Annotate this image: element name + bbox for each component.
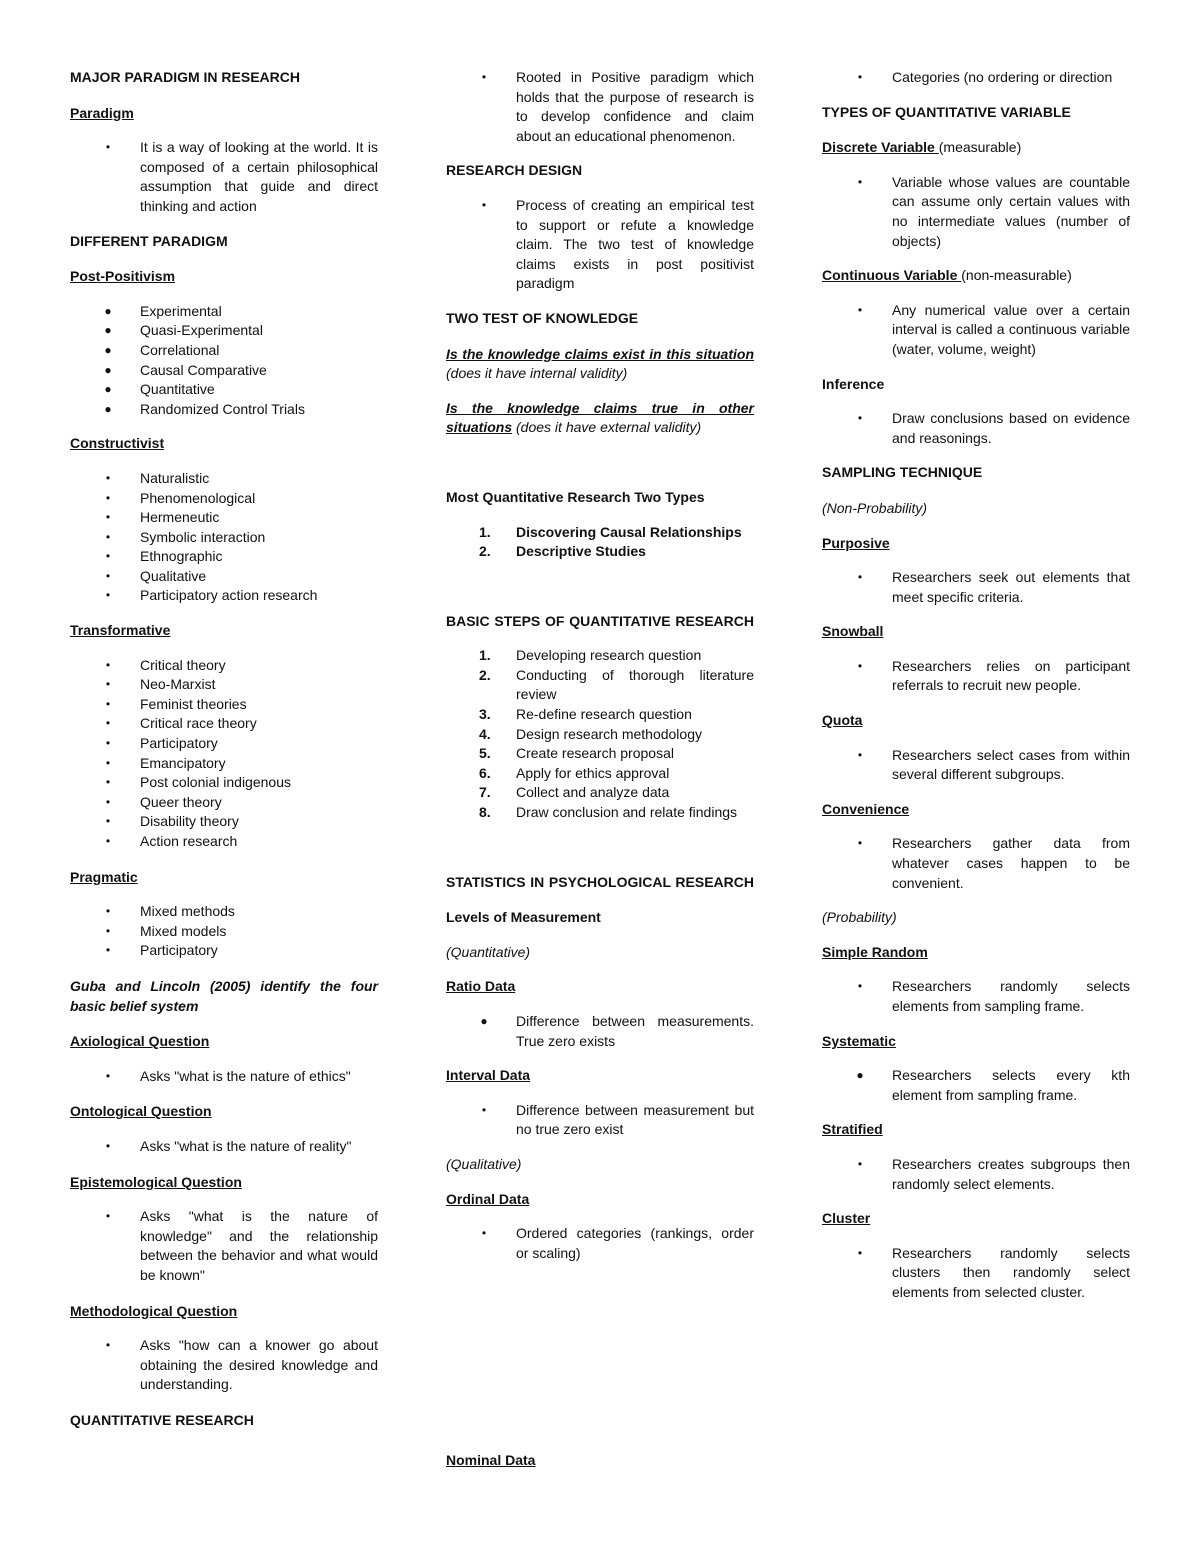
list-item-text: Researchers seek out elements that meet specific criteria. [892, 569, 1130, 605]
list-item [70, 489, 378, 509]
bullet-icon: • [857, 1156, 863, 1171]
list-item-text: Correlational [140, 341, 220, 358]
test-internal-question: Is the knowledge claims exist in this situation [446, 345, 754, 362]
list-transformative [70, 656, 378, 852]
list-item [70, 469, 378, 489]
list-item [446, 646, 754, 666]
list-pragmatic [70, 902, 378, 961]
list-discrete [822, 173, 1130, 251]
column-1 [70, 68, 378, 1430]
list-item-text: Critical race theory [140, 715, 257, 732]
list-item [822, 301, 1130, 360]
list-item [70, 754, 378, 774]
heading-sampling-technique: SAMPLING TECHNIQUE [822, 464, 983, 481]
list-two-types [446, 523, 754, 562]
list-item-text: Quantitative [140, 381, 215, 398]
heading-constructivist: Constructivist [70, 435, 165, 452]
list-item-text: Researchers gather data from whatever cases happen to be convenient. [892, 835, 1130, 891]
list-item-text: Mixed models [140, 922, 227, 939]
bullet-icon: • [481, 1102, 487, 1117]
heading-stratified: Stratified [822, 1121, 883, 1138]
list-item [446, 1224, 754, 1263]
bullet-icon: ● [104, 303, 112, 318]
continuous-variable-line [822, 266, 1130, 286]
list-number: 8. [479, 804, 491, 821]
list-item [70, 675, 378, 695]
list-item-text: Emancipatory [140, 754, 226, 771]
list-item [822, 834, 1130, 893]
bullet-icon: ● [104, 382, 112, 397]
list-item-text: Neo-Marxist [140, 676, 216, 693]
list-item-text: Phenomenological [140, 489, 256, 506]
list-item-text: Hermeneutic [140, 509, 220, 526]
heading-nominal-data: Nominal Data [446, 1452, 536, 1468]
list-item [70, 812, 378, 832]
list-item-text: Randomized Control Trials [140, 400, 305, 417]
bullet-icon: • [105, 943, 111, 958]
list-item-text: Difference between measurement but no true zero exist [516, 1101, 754, 1138]
bullet-icon: • [481, 70, 487, 84]
list-item [70, 1067, 378, 1087]
list-item-text: Process of creating an empirical test to support or refute a knowledge claim. The two test of knowledge claims exists in post positivist paradigm [516, 196, 754, 292]
bullet-icon: • [105, 677, 111, 692]
list-item-text: Action research [140, 833, 238, 849]
list-item-text: Rooted in Positive paradigm which holds that the purpose of research is to develop confidence and claim about an educational phenomenon. [516, 69, 754, 144]
heading-inference: Inference [822, 375, 885, 392]
list-item [70, 341, 378, 361]
list-number: 4. [479, 725, 491, 742]
list-number: 5. [479, 745, 491, 762]
list-item [822, 1155, 1130, 1194]
list-item-text: Queer theory [140, 793, 222, 810]
heading-cluster: Cluster [822, 1210, 871, 1227]
list-item-text: Mixed methods [140, 903, 235, 920]
list-number: 2. [479, 666, 491, 683]
heading-research-design: RESEARCH DESIGN [446, 162, 583, 179]
list-item-text: Ethnographic [140, 548, 223, 565]
heading-transformative: Transformative [70, 622, 171, 639]
list-item-text: Researchers randomly selects clusters then randomly select elements from selected cluster. [892, 1244, 1130, 1300]
list-item [446, 666, 754, 705]
list-item-text: Discovering Causal Relationships [516, 523, 742, 540]
heading-pragmatic: Pragmatic [70, 868, 138, 885]
list-item [70, 138, 378, 216]
list-item-text: Researchers selects every kth element from sampling frame. [892, 1067, 1130, 1103]
list-item [70, 508, 378, 528]
test-internal-note: (does it have internal validity) [446, 365, 628, 382]
list-item-text: Researchers randomly selects elements from sampling frame. [892, 978, 1130, 1014]
bullet-icon: • [105, 814, 111, 829]
list-rooted [446, 68, 754, 146]
list-item-text: Apply for ethics approval [516, 764, 670, 781]
list-item [70, 734, 378, 754]
list-item-text: Causal Comparative [140, 361, 267, 378]
list-item-text: Conducting of thorough literature review [516, 666, 754, 703]
list-interval-data [446, 1101, 754, 1140]
bullet-icon: • [105, 904, 111, 919]
list-item-text: Ordered categories (rankings, order or scaling) [516, 1225, 754, 1261]
heading-purposive: Purposive [822, 534, 890, 551]
list-item [70, 695, 378, 715]
bullet-icon: ● [856, 1068, 864, 1083]
bullet-icon: • [105, 470, 111, 485]
list-purposive [822, 568, 1130, 607]
list-research-design [446, 196, 754, 294]
bullet-icon: ● [104, 401, 112, 416]
list-snowball [822, 657, 1130, 696]
heading-axiological: Axiological Question [70, 1033, 210, 1050]
list-simple-random [822, 977, 1130, 1016]
bullet-icon: • [105, 755, 111, 770]
heading-basic-steps: BASIC STEPS OF QUANTITATIVE RESEARCH [446, 612, 754, 629]
list-item-text: Create research proposal [516, 745, 674, 762]
bullet-icon: • [857, 1245, 863, 1260]
discrete-variable-line [822, 138, 1130, 158]
list-item-text: Researchers select cases from within several different subgroups. [892, 746, 1130, 783]
list-epistemological [70, 1207, 378, 1285]
list-item-text: Asks "what is the nature of knowledge" and the relationship between the behavior and what would be known" [140, 1208, 378, 1283]
list-item-text: Researchers creates subgroups then randomly select elements. [892, 1155, 1130, 1192]
list-item [822, 657, 1130, 696]
bullet-icon: • [481, 197, 487, 212]
heading-post-positivism: Post-Positivism [70, 268, 176, 285]
list-methodological [70, 1336, 378, 1395]
bullet-icon: • [857, 411, 863, 426]
heading-types-variable: TYPES OF QUANTITATIVE VARIABLE [822, 103, 1071, 120]
list-item-text: It is a way of looking at the world. It is composed of a certain philosophical assumption that guide and direct thinking and action [140, 139, 378, 214]
list-item [70, 1336, 378, 1395]
test-external-note: (does it have external validity) [512, 419, 702, 436]
list-item-text: Feminist theories [140, 695, 247, 712]
bullet-icon: • [105, 794, 111, 809]
list-item-text: Asks "how can a knower go about obtaining the desired knowledge and understanding. [140, 1337, 378, 1393]
list-item [70, 902, 378, 922]
guba-lincoln-text: Guba and Lincoln (2005) identify the four basic belief system [70, 977, 378, 1014]
list-item [446, 725, 754, 745]
bullet-icon: • [857, 70, 863, 84]
bullet-icon: ● [104, 342, 112, 357]
list-item [446, 1012, 754, 1051]
bullet-icon: • [105, 736, 111, 751]
bullet-icon: • [105, 1338, 111, 1353]
list-item [70, 714, 378, 734]
list-number: 1. [479, 647, 491, 664]
list-item [446, 764, 754, 784]
heading-statistics: STATISTICS IN PSYCHOLOGICAL RESEARCH [446, 873, 754, 890]
list-item-text: Disability theory [140, 813, 239, 830]
bullet-icon: • [105, 140, 111, 155]
list-item-text: Symbolic interaction [140, 528, 266, 545]
column-3 [822, 68, 1130, 1303]
label-qualitative: (Qualitative) [446, 1155, 522, 1172]
list-item-text: Researchers relies on participant referrals to recruit new people. [892, 657, 1130, 694]
list-item [446, 744, 754, 764]
list-item-text: Participatory [140, 942, 218, 959]
bullet-icon: ● [480, 1014, 488, 1028]
list-systematic [822, 1066, 1130, 1105]
list-constructivist [70, 469, 378, 606]
heading-quota: Quota [822, 712, 863, 729]
list-item-text: Design research methodology [516, 725, 702, 742]
list-item-text: Asks "what is the nature of reality" [140, 1137, 352, 1154]
list-number: 3. [479, 706, 491, 723]
test-external-question: Is the knowledge claims true in other situations [446, 399, 754, 436]
list-item-text: Descriptive Studies [516, 543, 646, 560]
list-item [70, 832, 378, 852]
bullet-icon: ● [104, 323, 112, 338]
list-item-text: Participatory action research [140, 587, 318, 604]
bullet-icon: • [105, 716, 111, 731]
list-item [822, 1066, 1130, 1105]
list-item-text: Qualitative [140, 567, 207, 584]
heading-ratio-data: Ratio Data [446, 978, 516, 995]
heading-snowball: Snowball [822, 623, 884, 640]
list-item [70, 302, 378, 322]
heading-two-test: TWO TEST OF KNOWLEDGE [446, 309, 639, 326]
list-item [446, 1101, 754, 1140]
list-ontological [70, 1137, 378, 1157]
heading-epistemological: Epistemological Question [70, 1173, 242, 1190]
heading-discrete-variable: Discrete Variable [822, 139, 939, 156]
heading-quantitative-research: QUANTITATIVE RESEARCH [70, 1411, 254, 1428]
list-item [446, 803, 754, 823]
list-convenience [822, 834, 1130, 893]
discrete-note: (measurable) [938, 139, 1022, 156]
bullet-icon: • [105, 923, 111, 938]
list-item [446, 196, 754, 294]
heading-interval-data: Interval Data [446, 1067, 531, 1084]
list-item [446, 68, 754, 146]
list-item [446, 705, 754, 725]
list-item [70, 321, 378, 341]
list-item-text: Difference between measurements. True zero exists [516, 1013, 754, 1049]
label-probability: (Probability) [822, 909, 897, 926]
list-item [70, 567, 378, 587]
list-paradigm [70, 138, 378, 216]
list-inference [822, 409, 1130, 448]
list-ratio-data [446, 1012, 754, 1051]
bullet-icon: • [105, 657, 111, 672]
list-item-text: Developing research question [516, 647, 702, 664]
list-number: 6. [479, 764, 491, 781]
test-external-validity [446, 399, 754, 438]
list-item [446, 542, 754, 562]
bullet-icon: • [857, 174, 863, 189]
heading-ordinal-data: Ordinal Data [446, 1190, 530, 1207]
list-item-text: Collect and analyze data [516, 784, 670, 801]
heading-paradigm: Paradigm [70, 104, 134, 121]
list-item [70, 380, 378, 400]
bullet-icon: • [105, 1138, 111, 1153]
list-item [70, 922, 378, 942]
bullet-icon: • [857, 658, 863, 673]
heading-simple-random: Simple Random [822, 943, 928, 960]
list-number: 1. [479, 523, 491, 540]
heading-levels-of-measurement: Levels of Measurement [446, 909, 601, 926]
list-item [70, 1207, 378, 1285]
bullet-icon: • [105, 568, 111, 583]
bullet-icon: • [481, 1226, 487, 1241]
list-item-text: Re-define research question [516, 706, 692, 723]
bullet-icon: • [105, 1068, 111, 1083]
document-title: MAJOR PARADIGM IN RESEARCH [70, 69, 300, 85]
bullet-icon: • [105, 588, 111, 603]
list-item-text: Categories (no ordering or direction [892, 69, 1113, 85]
bullet-icon: ● [104, 362, 112, 377]
list-number: 7. [479, 784, 491, 801]
list-item [822, 746, 1130, 785]
list-item [822, 68, 1130, 88]
list-item-text: Participatory [140, 735, 218, 752]
label-quantitative: (Quantitative) [446, 943, 531, 960]
list-ordinal-data [446, 1224, 754, 1263]
heading-most-quantitative: Most Quantitative Research Two Types [446, 488, 705, 505]
list-post-positivism [70, 302, 378, 420]
list-item [70, 793, 378, 813]
list-quota [822, 746, 1130, 785]
list-item [70, 547, 378, 567]
list-item [70, 400, 378, 420]
list-item-text: Critical theory [140, 656, 226, 673]
list-stratified [822, 1155, 1130, 1194]
bullet-icon: • [105, 696, 111, 711]
list-item-text: Quasi-Experimental [140, 322, 263, 339]
list-basic-steps [446, 646, 754, 822]
list-item [70, 528, 378, 548]
heading-convenience: Convenience [822, 800, 910, 817]
list-number: 2. [479, 543, 491, 560]
list-axiological [70, 1067, 378, 1087]
list-item-text: Draw conclusions based on evidence and reasonings. [892, 410, 1130, 446]
list-item-text: Asks "what is the nature of ethics" [140, 1067, 351, 1084]
bullet-icon: • [105, 510, 111, 525]
bullet-icon: • [105, 529, 111, 544]
list-item [446, 523, 754, 543]
bullet-icon: • [857, 979, 863, 994]
heading-different-paradigm: DIFFERENT PARADIGM [70, 232, 228, 249]
heading-systematic: Systematic [822, 1032, 896, 1049]
bullet-icon: • [105, 775, 111, 790]
list-item [446, 783, 754, 803]
bullet-icon: • [857, 570, 863, 585]
list-item-text: Post colonial indigenous [140, 774, 291, 791]
bullet-icon: • [857, 836, 863, 851]
list-item-text: Naturalistic [140, 469, 210, 486]
list-item-text: Draw conclusion and relate findings [516, 804, 738, 821]
list-item-text: Experimental [140, 302, 222, 319]
test-internal-validity [446, 345, 754, 384]
label-non-probability: (Non-Probability) [822, 499, 928, 516]
list-item [70, 656, 378, 676]
column-2 [446, 68, 754, 1263]
list-item [822, 1244, 1130, 1303]
bullet-icon: • [857, 302, 863, 317]
bullet-icon: • [105, 834, 111, 848]
bullet-icon: • [105, 1209, 111, 1224]
heading-ontological: Ontological Question [70, 1103, 212, 1120]
list-item-text: Any numerical value over a certain interval is called a continuous variable (water, volume, weight) [892, 301, 1130, 357]
list-item [822, 409, 1130, 448]
list-cluster [822, 1244, 1130, 1303]
bullet-icon: • [857, 747, 863, 762]
list-item [822, 173, 1130, 251]
list-item [70, 1137, 378, 1157]
list-item [70, 773, 378, 793]
list-item [70, 941, 378, 961]
list-item [70, 361, 378, 381]
list-item [70, 586, 378, 606]
list-continuous [822, 301, 1130, 360]
list-item [822, 568, 1130, 607]
heading-continuous-variable: Continuous Variable [822, 267, 962, 284]
list-item [822, 977, 1130, 1016]
list-categories [822, 68, 1130, 88]
bullet-icon: • [105, 490, 111, 505]
continuous-note: (non-measurable) [961, 267, 1072, 284]
bullet-icon: • [105, 549, 111, 564]
list-item-text: Variable whose values are countable can assume only certain values with no intermediate values (number of objects) [892, 173, 1130, 249]
heading-methodological: Methodological Question [70, 1302, 238, 1319]
